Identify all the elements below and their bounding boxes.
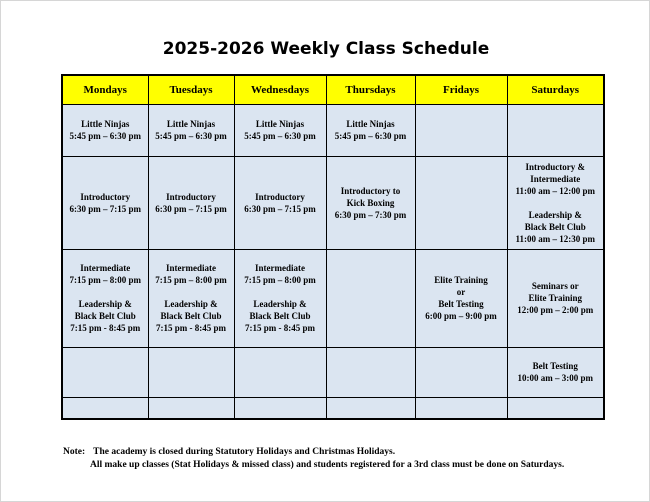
schedule-cell-line: Intermediate: [80, 263, 131, 273]
schedule-cell: [148, 397, 234, 419]
schedule-cell: [326, 347, 415, 397]
schedule-cell: [234, 397, 326, 419]
schedule-cell-line: Little Ninjas: [166, 119, 216, 129]
day-header: Tuesdays: [148, 75, 234, 104]
schedule-cell-line: 6:30 pm – 7:15 pm: [155, 203, 227, 214]
schedule-cell-line: 7:15 pm - 8:45 pm: [156, 323, 226, 333]
schedule-cell-line: Introductory &: [525, 161, 586, 172]
page-title: 2025-2026 Weekly Class Schedule: [162, 39, 490, 59]
schedule-cell-line: 11:00 am – 12:30 pm: [515, 233, 595, 244]
schedule-cell: [415, 104, 507, 156]
schedule-cell-line: Leadership &: [253, 299, 307, 309]
schedule-cell: [148, 249, 234, 347]
note-line-2: All make up classes (Stat Holidays & missed class) and students registered for a 3rd class must be done on Saturdays.: [90, 459, 565, 470]
schedule-cell-line: Leadership &: [78, 299, 132, 309]
schedule-cell-line: Little Ninjas: [346, 119, 395, 129]
schedule-body: [62, 104, 604, 419]
blank-line: [65, 286, 146, 298]
schedule-cell: [415, 249, 507, 347]
note: [63, 446, 564, 471]
schedule-cell-line: 7:15 pm – 8:00 pm: [244, 275, 316, 285]
schedule-cell-line: Little Ninjas: [81, 119, 130, 129]
blank-line: [510, 197, 602, 209]
schedule-cell-line: 6:30 pm – 7:15 pm: [244, 203, 316, 214]
schedule-cell: [507, 156, 604, 249]
schedule-cell-line: Black Belt Club: [160, 311, 222, 321]
schedule-cell-line: 5:45 pm – 6:30 pm: [244, 131, 316, 141]
schedule-cell-line: Elite Training: [528, 293, 582, 303]
schedule-cell-line: 7:15 pm - 8:45 pm: [70, 323, 141, 333]
schedule-cell-line: Little Ninjas: [255, 119, 305, 129]
schedule-cell: [234, 249, 326, 347]
schedule-cell-line: 10:00 am – 3:00 pm: [517, 373, 593, 383]
blank-line: [237, 286, 324, 298]
blank-line: [151, 286, 232, 298]
schedule-cell-line: 7:15 pm – 8:00 pm: [155, 275, 227, 285]
schedule-cell-line: Seminars or: [531, 281, 579, 291]
schedule-cell: [507, 104, 604, 156]
schedule-row: [62, 397, 604, 419]
schedule-row: [62, 156, 604, 249]
day-header: Mondays: [62, 75, 148, 104]
schedule-cell-line: 5:45 pm – 6:30 pm: [334, 131, 407, 141]
schedule-cell-line: Elite Training: [434, 275, 488, 285]
schedule-cell: [415, 156, 507, 249]
schedule-cell-line: Belt Testing: [438, 299, 484, 309]
schedule-cell: [234, 156, 326, 249]
schedule-cell-line: Leadership &: [164, 299, 218, 309]
schedule-cell-line: Introductory to: [340, 185, 401, 196]
day-header-row: [62, 75, 604, 104]
day-header: Saturdays: [507, 75, 604, 104]
schedule-cell-line: or: [456, 287, 466, 297]
schedule-cell-line: 7:15 pm - 8:45 pm: [245, 323, 315, 333]
note-label: Note:: [63, 447, 86, 457]
schedule-cell-line: 5:45 pm – 6:30 pm: [69, 131, 141, 141]
schedule-cell: [148, 104, 234, 156]
schedule-cell-line: 6:30 pm – 7:15 pm: [69, 203, 141, 214]
schedule-cell: [507, 397, 604, 419]
schedule-cell-line: 11:00 am – 12:00 pm: [515, 185, 595, 196]
schedule-row: [62, 347, 604, 397]
schedule-cell-line: Black Belt Club: [524, 221, 586, 232]
schedule-cell-line: 7:15 pm – 8:00 pm: [69, 275, 141, 285]
schedule-cell-line: Introductory: [166, 191, 216, 202]
schedule-cell: [234, 347, 326, 397]
schedule-cell-line: 5:45 pm – 6:30 pm: [155, 131, 227, 141]
schedule-cell-line: 12:00 pm – 2:00 pm: [517, 305, 594, 315]
schedule-cell-line: Black Belt Club: [74, 311, 136, 321]
schedule-cell: [62, 347, 148, 397]
schedule-cell-line: Introductory: [80, 191, 131, 202]
schedule-cell: [62, 156, 148, 249]
schedule-cell: [62, 249, 148, 347]
schedule-cell-line: Intermediate: [255, 263, 305, 273]
schedule-cell: [415, 347, 507, 397]
schedule-cell: [148, 347, 234, 397]
day-header: Wednesdays: [234, 75, 326, 104]
schedule-cell: [62, 397, 148, 419]
schedule-cell: [507, 347, 604, 397]
schedule-cell-line: Intermediate: [166, 263, 216, 273]
schedule-cell-line: Introductory: [255, 191, 305, 202]
schedule-cell: [326, 104, 415, 156]
schedule-cell-line: Kick Boxing: [346, 197, 395, 208]
schedule-cell: [326, 156, 415, 249]
schedule-table: [61, 74, 605, 420]
day-header: Fridays: [415, 75, 507, 104]
schedule-cell-line: Black Belt Club: [249, 311, 311, 321]
note-line-1: [63, 446, 564, 459]
schedule-row: [62, 249, 604, 347]
schedule-cell-line: Leadership &: [528, 209, 582, 220]
schedule-cell-line: 6:00 pm – 9:00 pm: [425, 311, 497, 321]
schedule-cell: [326, 397, 415, 419]
schedule-cell: [148, 156, 234, 249]
schedule-cell-line: 6:30 pm – 7:30 pm: [334, 209, 407, 220]
schedule-row: [62, 104, 604, 156]
schedule-cell-line: Intermediate: [530, 173, 581, 184]
day-header: Thursdays: [326, 75, 415, 104]
schedule-cell: [234, 104, 326, 156]
schedule-cell-line: Belt Testing: [532, 361, 578, 371]
schedule-cell: [415, 397, 507, 419]
schedule-cell: [62, 104, 148, 156]
schedule-cell: [326, 249, 415, 347]
schedule-cell: [507, 249, 604, 347]
note-text-1: The academy is closed during Statutory Holidays and Christmas Holidays.: [93, 447, 396, 457]
